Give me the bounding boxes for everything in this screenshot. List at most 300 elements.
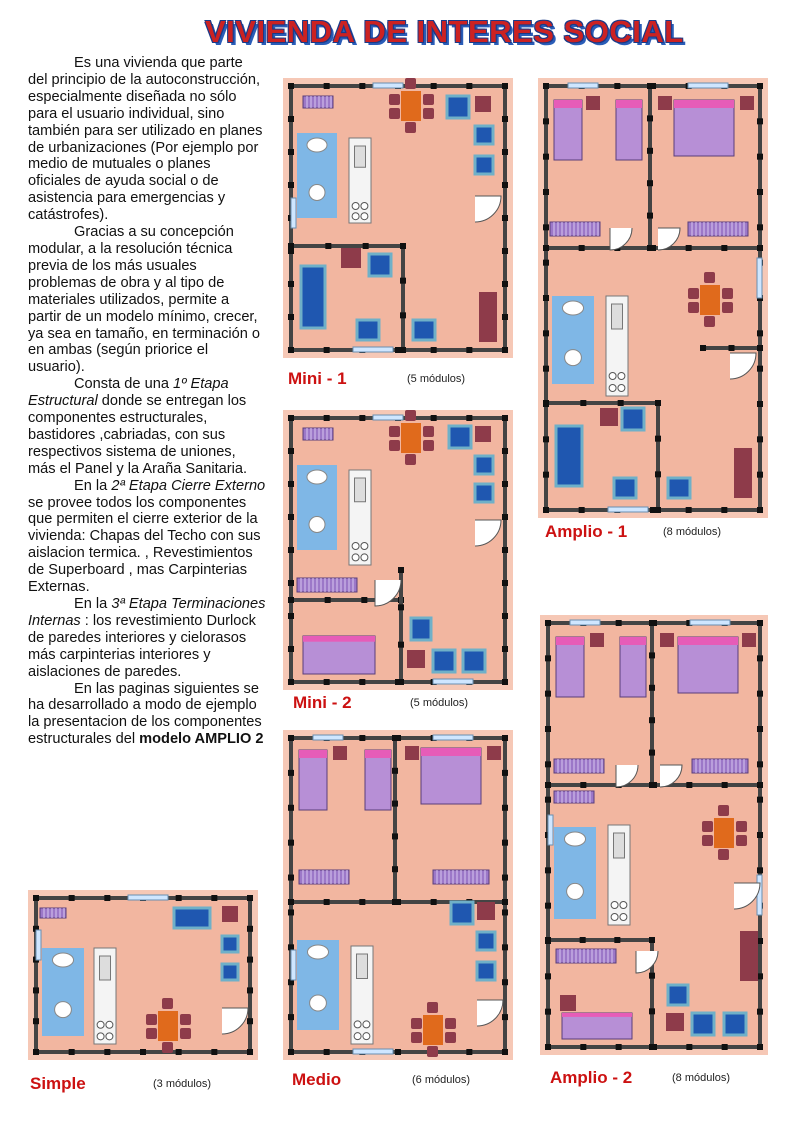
- window: [128, 895, 168, 900]
- kitchen-sink: [614, 833, 625, 858]
- wardrobe: [556, 949, 616, 963]
- wall-post: [543, 436, 549, 442]
- cabinet: [742, 633, 756, 647]
- chair: [702, 835, 713, 846]
- pillow: [365, 750, 391, 758]
- wall-post: [288, 182, 294, 188]
- cabinet: [560, 995, 576, 1011]
- armchair: [369, 254, 391, 276]
- wall-post: [502, 580, 508, 586]
- plan-drawing: [283, 730, 513, 1060]
- bed: [303, 636, 375, 674]
- wall-post: [247, 957, 253, 963]
- floor-plan-amplio-1: [538, 78, 768, 518]
- wall-post: [502, 248, 508, 254]
- wall-post: [579, 245, 585, 251]
- wall-post: [502, 347, 508, 353]
- plan-label-simple: Simple: [30, 1074, 86, 1093]
- wall-post: [466, 415, 472, 421]
- plan-modules-simple: (3 módulos): [153, 1078, 212, 1090]
- armchair: [449, 426, 471, 448]
- wall-post: [757, 507, 763, 513]
- wall-post: [649, 652, 655, 658]
- wall-post: [543, 189, 549, 195]
- wall-post: [104, 895, 110, 901]
- wall-post: [395, 1049, 401, 1055]
- wall-post: [466, 1049, 472, 1055]
- intro-paragraph-5: En la 3ª Etapa Terminaciones Internas : los revestimiento Durlock de paredes interiores y cielorasos más carpinterias interiores y aislaciones de paredes.: [28, 596, 266, 680]
- floor-plan-mini-2: [283, 410, 513, 690]
- armchair: [668, 478, 690, 498]
- wall-post: [543, 507, 549, 513]
- armchair: [475, 456, 493, 474]
- wall-post: [757, 867, 763, 873]
- window: [608, 507, 648, 512]
- floor-plan-simple: [28, 890, 258, 1060]
- wall-post: [431, 83, 437, 89]
- window: [373, 415, 403, 420]
- stove-burner: [97, 1021, 104, 1028]
- dining-table: [423, 1015, 443, 1045]
- kitchen-sink: [612, 304, 623, 329]
- wall-post: [466, 347, 472, 353]
- wall-post: [288, 899, 294, 905]
- dining-table: [401, 91, 421, 121]
- wall-post: [288, 243, 294, 249]
- wall-post: [543, 366, 549, 372]
- wall-post: [288, 514, 294, 520]
- floor-plan-medio: [283, 730, 513, 1060]
- wall-post: [104, 1049, 110, 1055]
- wall-post: [288, 805, 294, 811]
- wall-post: [502, 679, 508, 685]
- wall-post: [502, 1014, 508, 1020]
- window: [548, 815, 553, 845]
- window: [757, 875, 762, 915]
- wall-post: [757, 245, 763, 251]
- wall-post: [288, 415, 294, 421]
- chair: [180, 1028, 191, 1039]
- stove-burner: [361, 213, 368, 220]
- wall-post: [324, 83, 330, 89]
- wall-post: [543, 472, 549, 478]
- wall-post: [757, 691, 763, 697]
- toilet: [309, 517, 325, 533]
- wall-post: [288, 646, 294, 652]
- wall-post: [288, 1014, 294, 1020]
- wall-post: [400, 243, 406, 249]
- wall-post: [545, 937, 551, 943]
- wall-post: [543, 224, 549, 230]
- wall-post: [502, 770, 508, 776]
- wall-post: [502, 875, 508, 881]
- wall-post: [398, 642, 404, 648]
- chair: [146, 1014, 157, 1025]
- wall-post: [324, 899, 330, 905]
- wall-post: [647, 213, 653, 219]
- wall-post: [398, 679, 404, 685]
- wall-post: [288, 770, 294, 776]
- window: [757, 258, 762, 298]
- wall-post: [686, 245, 692, 251]
- plan-modules-amplio-2: (8 módulos): [672, 1072, 731, 1084]
- cabinet: [479, 292, 497, 342]
- wall-post: [325, 597, 331, 603]
- wall-post: [502, 314, 508, 320]
- plan-modules-mini-2: (5 módulos): [410, 697, 469, 709]
- stove-burner: [363, 1033, 370, 1040]
- wall-post: [431, 415, 437, 421]
- wall-post: [288, 580, 294, 586]
- stove-burner: [361, 543, 368, 550]
- pillow: [562, 1013, 632, 1017]
- wall-post: [545, 691, 551, 697]
- wall-post: [361, 597, 367, 603]
- wall-post: [392, 866, 398, 872]
- stove-burner: [106, 1033, 113, 1040]
- wall-post: [502, 514, 508, 520]
- wall-post: [288, 840, 294, 846]
- wall-post: [392, 735, 398, 741]
- wall-post: [288, 613, 294, 619]
- wall-post: [722, 782, 728, 788]
- bed: [556, 637, 584, 697]
- cabinet: [666, 1013, 684, 1031]
- wall-post: [431, 899, 437, 905]
- wall-post: [359, 679, 365, 685]
- pillow: [556, 637, 584, 645]
- wall-post: [649, 782, 655, 788]
- armchair: [411, 618, 431, 640]
- sink: [563, 301, 584, 315]
- wall-post: [686, 507, 692, 513]
- chair: [405, 410, 416, 421]
- chair: [688, 302, 699, 313]
- cabinet: [475, 426, 491, 442]
- pillow: [421, 748, 481, 756]
- stove-burner: [620, 914, 627, 921]
- armchair: [174, 908, 210, 928]
- wall-post: [288, 314, 294, 320]
- cabinet: [341, 248, 361, 268]
- chair: [389, 108, 400, 119]
- chair: [736, 821, 747, 832]
- kitchen-sink: [355, 478, 366, 502]
- wall-post: [140, 1049, 146, 1055]
- armchair: [463, 650, 485, 672]
- wall-post: [649, 973, 655, 979]
- wall-post: [359, 899, 365, 905]
- cabinet: [477, 902, 495, 920]
- stove-burner: [354, 1021, 361, 1028]
- wall-post: [757, 761, 763, 767]
- wall-post: [33, 987, 39, 993]
- wall-post: [502, 613, 508, 619]
- wall-post: [757, 154, 763, 160]
- cabinet: [407, 650, 425, 668]
- wall-post: [757, 726, 763, 732]
- wall-post: [502, 149, 508, 155]
- wall-post: [729, 345, 735, 351]
- wall-post: [502, 944, 508, 950]
- wall-post: [502, 182, 508, 188]
- armchair: [222, 964, 238, 980]
- pillow: [678, 637, 738, 645]
- wall-post: [502, 448, 508, 454]
- armchair: [477, 962, 495, 980]
- wall-post: [398, 604, 404, 610]
- wall-post: [757, 797, 763, 803]
- wall-post: [502, 215, 508, 221]
- window: [690, 620, 730, 625]
- wall-post: [324, 347, 330, 353]
- wall-post: [392, 899, 398, 905]
- bed: [616, 100, 642, 160]
- armchair: [447, 96, 469, 118]
- wall-post: [647, 83, 653, 89]
- cabinet: [600, 408, 618, 426]
- armchair: [475, 156, 493, 174]
- armchair: [556, 426, 582, 486]
- window: [291, 950, 296, 980]
- wall-post: [502, 83, 508, 89]
- wall-post: [288, 448, 294, 454]
- wall-post: [545, 761, 551, 767]
- armchair: [475, 484, 493, 502]
- chair: [704, 316, 715, 327]
- armchair: [622, 408, 644, 430]
- wall-post: [247, 1018, 253, 1024]
- chair: [162, 998, 173, 1009]
- wall-post: [247, 1049, 253, 1055]
- chair: [389, 94, 400, 105]
- bed: [620, 637, 646, 697]
- cabinet: [590, 633, 604, 647]
- chair: [423, 108, 434, 119]
- page-title: VIVIENDA DE INTERES SOCIAL: [205, 14, 684, 49]
- floor-plan-amplio-2: [540, 615, 768, 1055]
- pillow: [620, 637, 646, 645]
- wall-post: [647, 115, 653, 121]
- wall-post: [757, 655, 763, 661]
- kitchen-sink: [100, 956, 111, 980]
- chair: [704, 272, 715, 283]
- wall-post: [757, 118, 763, 124]
- stove-burner: [352, 554, 359, 561]
- armchair: [357, 320, 379, 340]
- wall-post: [543, 118, 549, 124]
- wall-post: [502, 735, 508, 741]
- chair: [405, 78, 416, 89]
- pillow: [554, 100, 582, 108]
- pillow: [303, 636, 375, 642]
- wall-post: [616, 1044, 622, 1050]
- stove-burner: [363, 1021, 370, 1028]
- plan-modules-amplio-1: (8 módulos): [663, 526, 722, 538]
- stove-burner: [354, 1033, 361, 1040]
- chair: [688, 288, 699, 299]
- wall-post: [649, 1044, 655, 1050]
- wall-post: [543, 295, 549, 301]
- wall-post: [757, 330, 763, 336]
- wall-post: [686, 782, 692, 788]
- wall-post: [324, 415, 330, 421]
- wall-post: [543, 245, 549, 251]
- intro-text: [28, 55, 266, 748]
- armchair: [451, 902, 473, 924]
- wall-post: [545, 1044, 551, 1050]
- wall-post: [545, 655, 551, 661]
- armchair: [413, 320, 435, 340]
- wall-post: [757, 832, 763, 838]
- wall-post: [502, 840, 508, 846]
- wall-post: [247, 895, 253, 901]
- armchair: [477, 932, 495, 950]
- wall-post: [757, 224, 763, 230]
- dining-table: [401, 423, 421, 453]
- wall-post: [288, 116, 294, 122]
- armchair: [614, 478, 636, 498]
- chair: [427, 1002, 438, 1013]
- chair: [423, 94, 434, 105]
- chair: [423, 440, 434, 451]
- pillow: [616, 100, 642, 108]
- intro-paragraph-6: En las paginas siguientes se ha desarrollado a modo de ejemplo la presentacion de los componentes estructurales del modelo AMPLIO 2: [28, 680, 264, 748]
- toilet: [565, 350, 582, 366]
- wall-post: [618, 400, 624, 406]
- floor-plan-mini-1: [283, 78, 513, 358]
- wall-post: [324, 679, 330, 685]
- chair: [146, 1028, 157, 1039]
- plan-label-mini-2: Mini - 2: [293, 693, 352, 712]
- dining-table: [700, 285, 720, 315]
- wall-post: [288, 875, 294, 881]
- toilet: [55, 1002, 72, 1018]
- wardrobe: [688, 222, 748, 236]
- sink: [307, 470, 327, 484]
- wall-post: [502, 805, 508, 811]
- wall-post: [757, 83, 763, 89]
- chair: [718, 805, 729, 816]
- plan-label-amplio-2: Amplio - 2: [550, 1068, 633, 1087]
- chair: [736, 835, 747, 846]
- armchair: [668, 985, 688, 1005]
- window: [353, 1049, 393, 1054]
- toilet: [310, 995, 327, 1011]
- armchair: [724, 1013, 746, 1035]
- kitchen-sink: [357, 954, 368, 979]
- wardrobe: [297, 578, 357, 592]
- plan-drawing: [28, 890, 258, 1060]
- wall-post: [392, 768, 398, 774]
- chair: [411, 1032, 422, 1043]
- dining-table: [158, 1011, 178, 1041]
- wall-post: [359, 83, 365, 89]
- wall-post: [288, 149, 294, 155]
- sink: [565, 832, 586, 846]
- plan-drawing: [540, 615, 768, 1055]
- plan-drawing: [283, 410, 513, 690]
- armchair: [475, 126, 493, 144]
- wall-post: [757, 620, 763, 626]
- sink: [53, 953, 74, 967]
- plan-label-amplio-1: Amplio - 1: [545, 522, 628, 541]
- chair: [411, 1018, 422, 1029]
- wall-post: [757, 1009, 763, 1015]
- wall-post: [288, 909, 294, 915]
- cabinet: [333, 746, 347, 760]
- wall-post: [288, 547, 294, 553]
- wall-post: [69, 1049, 75, 1055]
- chair: [180, 1014, 191, 1025]
- cabinet: [660, 633, 674, 647]
- wall-post: [580, 782, 586, 788]
- wall-post: [649, 750, 655, 756]
- stove-burner: [361, 203, 368, 210]
- wall-post: [757, 1044, 763, 1050]
- wall-post: [502, 909, 508, 915]
- wall-post: [700, 345, 706, 351]
- wall-post: [647, 148, 653, 154]
- wall-post: [721, 245, 727, 251]
- window: [688, 83, 728, 88]
- sink: [307, 138, 327, 152]
- wall-post: [176, 895, 182, 901]
- cabinet: [740, 931, 758, 981]
- stove-burner: [611, 902, 618, 909]
- wall-post: [288, 347, 294, 353]
- stove-burner: [618, 373, 625, 380]
- bed: [674, 100, 734, 156]
- wall-post: [614, 83, 620, 89]
- bed: [299, 750, 327, 810]
- wall-post: [324, 1049, 330, 1055]
- chair: [722, 288, 733, 299]
- wall-post: [757, 782, 763, 788]
- wall-post: [543, 330, 549, 336]
- wall-post: [33, 1018, 39, 1024]
- wall-post: [655, 507, 661, 513]
- wall-post: [288, 597, 294, 603]
- wall-post: [545, 867, 551, 873]
- wall-post: [466, 83, 472, 89]
- wall-post: [757, 345, 763, 351]
- armchair: [433, 650, 455, 672]
- wall-post: [363, 243, 369, 249]
- stove-burner: [620, 902, 627, 909]
- wall-post: [649, 1008, 655, 1014]
- wall-post: [288, 944, 294, 950]
- kitchen-sink: [355, 146, 366, 167]
- wall-post: [33, 895, 39, 901]
- cabinet: [734, 448, 752, 498]
- wall-post: [655, 400, 661, 406]
- wall-post: [502, 1049, 508, 1055]
- wall-post: [392, 801, 398, 807]
- wall-post: [288, 83, 294, 89]
- window: [353, 347, 393, 352]
- wall-post: [545, 1009, 551, 1015]
- wall-post: [580, 400, 586, 406]
- armchair: [692, 1013, 714, 1035]
- wall-post: [502, 415, 508, 421]
- plan-label-medio: Medio: [292, 1070, 342, 1089]
- wall-post: [33, 1049, 39, 1055]
- wall-post: [757, 189, 763, 195]
- toilet: [309, 185, 325, 201]
- wall-post: [647, 245, 653, 251]
- wall-post: [545, 726, 551, 732]
